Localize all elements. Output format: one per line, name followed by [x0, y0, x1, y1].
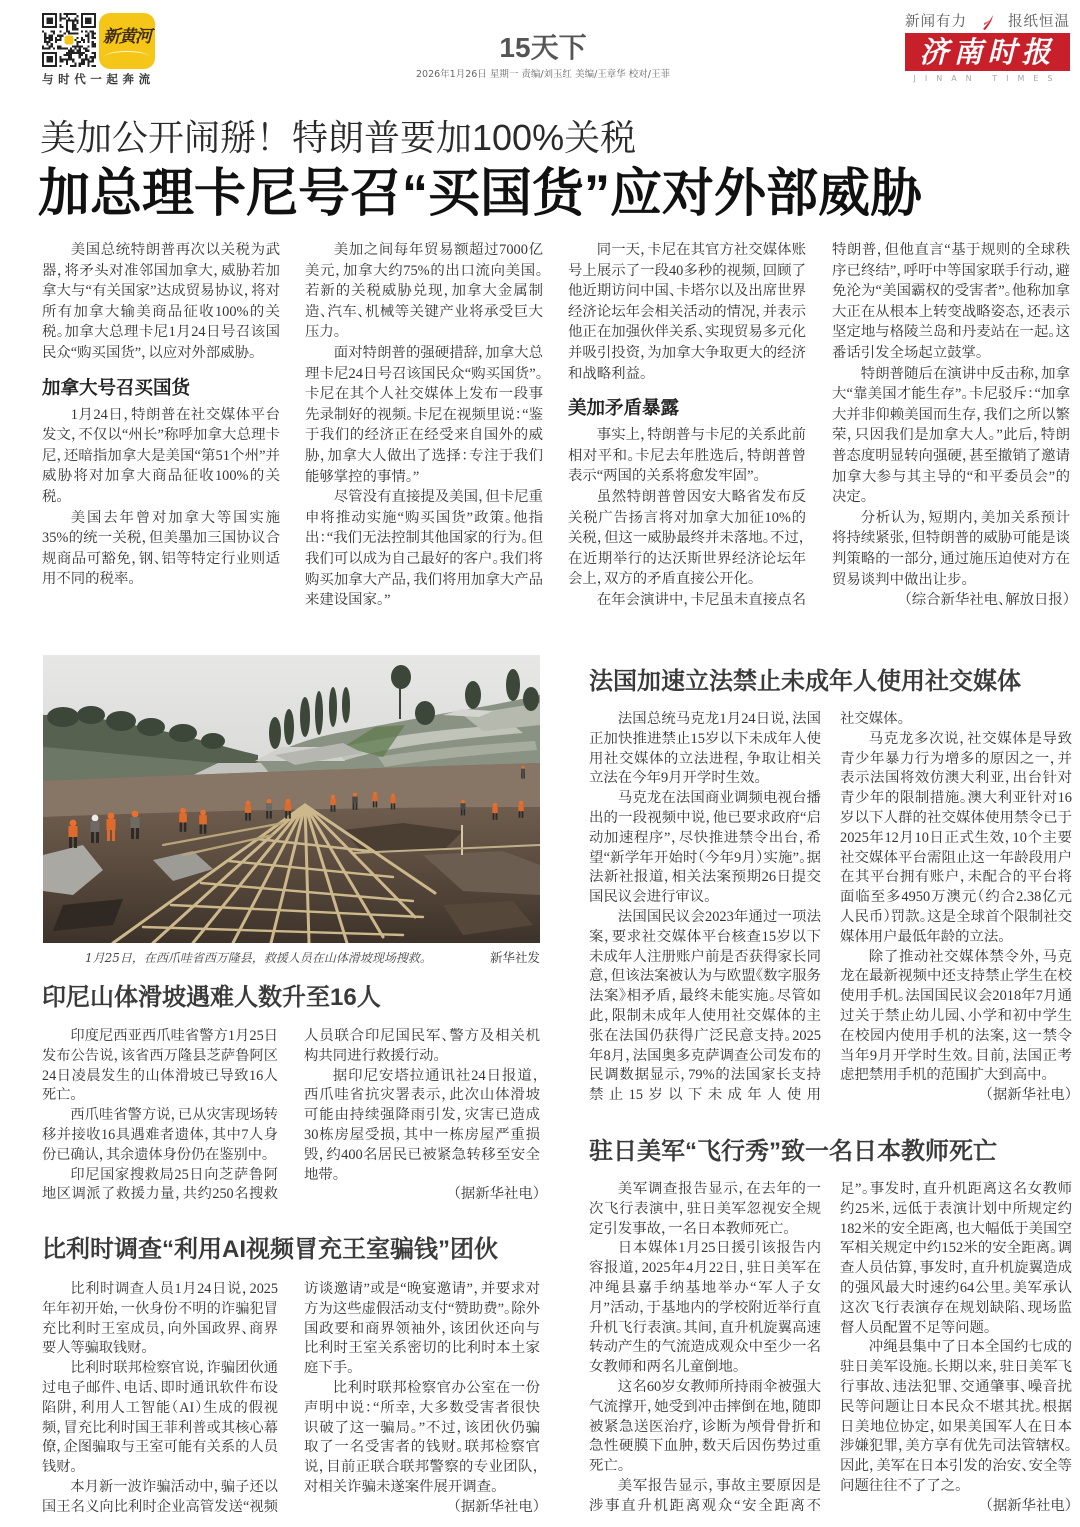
paragraph: 人员联合印尼国民军、警方及相关机构共同进行救援行动。	[304, 1028, 540, 1064]
paragraph: 访谈邀请”或是“晚宴邀请”，并要求对方为这些虚假活动支付“赞助费”。除外国政要和商界领袖外，该团伙还向与比利时王室关系密切的比利时本土家庭下手。	[304, 1281, 540, 1377]
paragraph: 比利时联邦检察官说，诈骗团伙通过电子邮件、电话、即时通讯软件布设陷阱，利用人工智能（AI）生成的假视频，冒充比利时国王菲利普或其核心幕僚，企图骗取与王室可能有关系的人员钱财。	[42, 1360, 278, 1476]
rescue-workers-part-part	[519, 801, 523, 805]
rescue-workers-part-part	[461, 800, 465, 804]
rescue-workers-part-part	[249, 813, 251, 821]
qr-code	[42, 13, 96, 67]
rescue-workers-part-part	[96, 832, 99, 843]
rescue-workers-part-part	[373, 792, 377, 796]
photo-landslide-rescue	[43, 655, 540, 943]
trees-part	[201, 733, 225, 749]
paragraph: 这名60岁女教师所持雨伞被强大气流撑开，她受到冲击摔倒在地，随即被紧急送医治疗，诊断为颅骨骨折和急性硬膜下血肿，数天后因伤势过重死亡。	[589, 1378, 821, 1475]
rescue-workers-part-part	[112, 830, 115, 841]
rescue-workers-part-part	[267, 799, 272, 804]
rescue-workers-part-part	[246, 801, 251, 806]
rescue-workers-part-part	[496, 813, 498, 820]
trees-part	[137, 718, 165, 736]
rescue-workers-part-part	[132, 811, 139, 818]
rescue-workers-part-part	[376, 801, 378, 807]
masthead-logo: 济南时报	[905, 33, 1070, 71]
trees-part	[315, 691, 323, 735]
trees-part	[506, 669, 520, 701]
rescue-workers-part-part	[493, 813, 495, 820]
france-column-1	[589, 710, 821, 1122]
paragraph: 比利时调查人员1月24日说，2025年年初开始，一伙身份不明的诈骗犯冒充比利时王室成员，向外国政界、商界要人等骗取钱财。	[42, 1281, 278, 1357]
rescue-workers-part-part	[91, 832, 94, 843]
source-credit: （据新华社电）	[453, 1498, 540, 1515]
rescue-workers-part-part	[91, 821, 100, 832]
paragraph: 事实上，特朗普与卡尼的关系此前相对平和。卡尼去年胜选后，特朗普曾表示“两国的关系将愈发牢固”。	[568, 427, 806, 485]
app-logo-swoosh	[105, 51, 149, 62]
paragraph: 特朗普，但他直言“基于规则的全球秩序已终结”，呼吁中等国家联手行动，避免沦为“美国霸权的受害者”。他称加拿大正在从根本上转变战略姿态，还表示坚定地与格陵兰岛和丹麦站在一起。这番话引发全场起立鼓掌。	[832, 242, 1070, 361]
rescue-workers-part-part	[285, 803, 291, 811]
paragraph: 1月24日，特朗普在社交媒体平台发文，不仅以“州长”称呼加拿大总理卡尼，还暗指加拿大是美国“第51个州”并威胁将对加拿大商品征收100%的关税。	[42, 406, 280, 505]
photo-caption-row	[43, 949, 540, 967]
rescue-workers-part-part	[270, 811, 272, 819]
rescue-workers-part-part	[180, 822, 183, 831]
trees-part	[169, 724, 197, 742]
rescue-workers-part-part	[521, 769, 525, 774]
paragraph: 日本媒体1月25日援引该报告内容报道，2025年4月22日，驻日美军在冲绳县嘉手纳基地举办“军人子女月”活动，于基地内的学校附近举行直升机飞行表演。其间，直升机旋翼高速转动产生的气流造成观众中至少一名女教师和两名儿童倒地。	[589, 1240, 821, 1376]
rescue-workers-part-part	[353, 793, 357, 797]
rescue-workers-part-part	[92, 815, 99, 822]
photo-caption: 1月25日，在西爪哇省西万隆县，救援人员在山体滑坡现场搜救。	[85, 951, 432, 965]
rescue-workers-part-part	[523, 774, 524, 779]
rescue-workers-part-part	[131, 828, 134, 839]
rescue-workers-part-part	[518, 805, 523, 812]
rescue-workers-part-part	[266, 803, 272, 811]
paragraph: 特朗普随后在演讲中反击称，加拿大“靠美国才能生存”。卡尼驳斥：“加拿大并非仰赖美国而生存，我们之所以繁荣，只因我们是加拿大人。”此后，特朗普态度明显转向强硬，甚至撤销了邀请加拿大参与其主导的“和平委员会”的决定。	[832, 365, 1070, 506]
france-column-2	[840, 710, 1072, 1122]
rescue-workers-part-part	[464, 809, 466, 815]
japan-headline: 驻日美军“飞行秀”致一名日本教师死亡	[589, 1138, 997, 1165]
rescue-workers-part-part	[353, 803, 355, 810]
rescue-workers-part-part	[107, 819, 116, 830]
paragraph: 印尼国家搜救局25日向芝萨鲁阿地区调派了救援力量，共约250名搜救	[42, 1166, 278, 1203]
debris-part	[461, 825, 463, 855]
rescue-workers-part-part	[136, 828, 139, 839]
paragraph: 同一天，卡尼在其官方社交媒体账号上展示了一段40多秒的视频，回顾了他近期访问中国、卡塔尔以及出席世界经济论坛年会相关活动的情况，并表示他正在加强伙伴关系、实现贸易多元化并吸引投资，为加拿大争取更大的经济和战略利益。	[568, 242, 806, 382]
paragraph: 法国国民议会2023年通过一项法案，要求社交媒体平台核查15岁以下未成年人注册账户前是否获得家长同意，但该法案被认为与欧盟《数字服务法案》相矛盾，最终未能实施。尽管如此，限制未成年人使用社交媒体的主张在法国仍获得广泛民意支持。2025年8月，法国奥多克萨调查公司发布的民调数据显示，79%的法国家长支持禁止15岁以下未成年人使用	[589, 908, 821, 1104]
rescue-workers-part-part	[394, 803, 396, 809]
indonesia-column-1	[42, 1027, 278, 1219]
rescue-workers-part-part	[266, 811, 268, 819]
rescue-workers-part-part	[391, 803, 393, 809]
rescue-workers-part-part	[69, 826, 78, 837]
trees-part	[465, 681, 481, 709]
source-credit: （据新华社电）	[985, 1497, 1072, 1514]
trees-part	[77, 706, 105, 724]
rescue-workers-part-part	[391, 794, 395, 798]
lead-column-1	[42, 240, 280, 620]
rescue-workers-part-part	[69, 837, 72, 848]
app-slogan: 与时代一起奔流	[42, 72, 155, 86]
rescue-workers-part-part	[331, 805, 333, 812]
lead-kicker: 美加公开闹掰！特朗普要加100%关税	[40, 117, 637, 158]
belgium-column-2	[304, 1280, 540, 1522]
paragraph: 在年会演讲中，卡尼虽未直接点名	[596, 591, 806, 608]
rescue-workers-part-part	[184, 822, 187, 831]
rescue-workers-part-part	[334, 805, 336, 812]
rescue-workers-part-part	[522, 811, 524, 818]
rescue-workers-part-part	[285, 811, 287, 819]
paragraph: 冲绳县集中了日本全国约七成的驻日美军设施。长期以来，驻日美军飞行事故、违法犯罪、交通肇事、噪音扰民等问题让日本民众不堪其扰。根据日美地位协定，如果美国军人在日本涉嫌犯罪，美方享有优先司法管辖权。因此，美军在日本引发的治安、安全等问题往往不了了之。	[840, 1339, 1072, 1494]
trees-part	[523, 687, 539, 711]
paragraph: 美国去年曾对加拿大等国实施35%的统一关税，但美墨加三国协议合规商品可豁免，钢、铝等特定行业则适用不同的税率。	[42, 509, 280, 588]
rescue-workers-part-part	[180, 808, 186, 814]
rescue-workers-part-part	[521, 774, 522, 779]
rescue-workers-part-part	[493, 803, 497, 807]
trees-part	[284, 709, 294, 745]
lead-headline: 加总理卡尼号召“买国货”应对外部威胁	[38, 165, 923, 223]
lead-column-4	[832, 240, 1070, 620]
bird-icon-part	[983, 15, 993, 30]
page-section-title: 15天下	[499, 32, 587, 63]
rescue-workers-part-part	[200, 810, 206, 816]
rescue-workers-part-part	[331, 795, 335, 799]
rescue-workers-part-part	[199, 815, 207, 824]
source-credit: （据新华社电）	[453, 1186, 540, 1203]
lead-column-2	[305, 240, 543, 620]
source-credit: （据新华社电）	[985, 1087, 1072, 1104]
rescue-workers-part-part	[492, 807, 497, 814]
rescue-workers-part-part	[245, 813, 247, 821]
rescue-workers-part-part	[461, 809, 463, 815]
rescue-workers-part-part	[352, 797, 357, 804]
paragraph: 分析认为，短期内，美加关系预计将持续紧张，但特朗普的威胁可能是谈判策略的一部分，通过施压迫使对方在贸易谈判中做出让步。	[832, 509, 1070, 588]
rescue-workers-part-part	[179, 813, 187, 822]
trees-part	[300, 697, 310, 737]
page-meta-line: 2026年1月26日 星期一 责编/刘玉红 美编/王章华 校对/王菲	[416, 69, 670, 80]
paragraph: 西爪哇省警方说，已从灾害现场转移并接收16具遇难者遗体，其中7人身份已确认，其余遗体身份仍在鉴别中。	[42, 1107, 278, 1163]
paragraph: 印度尼西亚西爪哇省警方1月25日发布公告说，该省西万隆县芝萨鲁阿区24日凌晨发生的山体滑坡已导致16人死亡。	[42, 1028, 278, 1104]
paragraph: 美国总统特朗普再次以关税为武器，将矛头对准邻国加拿大，威胁若加拿大与“有关国家”达成贸易协议，将对所有加拿大输美商品征收100%的关税。加拿大总理卡尼1月24日号召该国民众“购买国货”，以应对外部威胁。	[42, 242, 280, 361]
paragraph: 法国总统马克龙1月24日说，法国正加快推进禁止15岁以下未成年人使用社交媒体的立法进程，争取让相关立法在今年9月开学时生效。	[589, 711, 821, 787]
subhead: 美加矛盾暴露	[568, 397, 680, 419]
masthead-tagline-2: 报纸恒温	[1008, 14, 1070, 30]
belgium-column-1	[42, 1280, 278, 1522]
paragraph: 本月新一波诈骗活动中，骗子还以国王名义向比利时企业高管发送“视频	[42, 1478, 278, 1515]
masthead-tagline-1: 新闻有力	[905, 14, 967, 30]
paragraph: 足”。事发时，直升机距离这名女教师约25米，远低于表演计划中所规定约182米的安全距离，也大幅低于美国空军相关规定中约152米的安全距离。调查人员估算，事发时，直升机旋翼造成的强风最大时速约64公里。美军承认这次飞行表演存在规划缺陷、现场监督人员配置不足等问题。	[840, 1181, 1072, 1336]
qr-center-logo	[65, 36, 74, 45]
masthead-tagline	[905, 12, 1070, 32]
trees-part	[342, 687, 350, 723]
trees-part	[399, 685, 401, 719]
rescue-workers-part-part	[74, 837, 77, 848]
rescue-workers-part-part	[356, 803, 358, 810]
app-logo	[99, 13, 155, 69]
paragraph: 面对特朗普的强硬措辞，加拿大总理卡尼24日号召该国民众“购买国货”。卡尼在其个人社交媒体上发布一段事先录制好的视频。卡尼在视频里说：“鉴于我们的经济正在经受来自国外的威胁，加拿大人做出了选择：专注于我们能够掌控的事情。”	[305, 344, 543, 485]
rescue-workers-part-part	[245, 805, 251, 813]
source-credit: （综合新华社电、解放日报）	[904, 592, 1070, 609]
rescue-workers-part-part	[108, 813, 115, 820]
belgium-headline: 比利时调查“利用AI视频冒充王室骗钱”团伙	[42, 1236, 498, 1263]
rescue-workers-part-part	[107, 830, 110, 841]
indonesia-column-2	[304, 1027, 540, 1219]
paragraph: 除了推动社交媒体禁令外，马克龙在最新视频中还支持禁止学生在校使用手机。法国国民议会2018年7月通过关于禁止幼儿园、小学和初中学生在校园内使用手机的法案，这一禁令当年9月开学时生效。目前，法国正考虑把禁用手机的范围扩大到高中。	[840, 948, 1072, 1084]
paragraph: 美军调查报告显示，在去年的一次飞行表演中，驻日美军忽视安全规定引发事故，一名日本教师死亡。	[589, 1181, 821, 1237]
rescue-workers-part-part	[519, 811, 521, 818]
rescue-workers-part-part	[286, 799, 291, 804]
paragraph: 美加之间每年贸易额超过7000亿美元，加拿大约75%的出口流向美国。若新的关税威胁兑现，加拿大金属制造、汽车、机械等关键产业将承受巨大压力。	[305, 242, 543, 341]
rescue-workers-part-part	[70, 820, 77, 827]
rescue-workers-part-part	[200, 824, 203, 833]
masthead-english-name: JINAN TIMES	[913, 74, 1062, 83]
rescue-workers-part-part	[330, 799, 335, 806]
paragraph: 马克龙多次说，社交媒体是导致青少年暴力行为增多的原因之一，并表示法国将效仿澳大利亚，出台针对青少年的限制措施。澳大利亚针对16岁以下人群的社交媒体使用禁令已于2025年12月10日正式生效，10个主要社交媒体平台需阻止这一年龄段用户在其平台拥有账户，未配合的平台将面临至多4950万澳元（约合2.38亿元人民币）罚款。这是全球首个限制社交媒体用户最低年龄的立法。	[840, 730, 1072, 945]
photo-credit: 新华社发	[489, 950, 540, 965]
paragraph: 美军报告显示，事故主要原因是涉事直升机距离观众“安全距离不	[589, 1477, 821, 1514]
trees-part	[47, 707, 79, 727]
paragraph: 马克龙在法国商业调频电视台播出的一段视频中说，他已要求政府“启动加速程序”，尽快推进禁令出台，希望“新学年开始时（今年9月）实施”。据法新社报道，相关法案预期26日提交国民议会进行审议。	[589, 790, 821, 906]
trees-part	[415, 701, 435, 725]
trees-part	[269, 717, 281, 749]
france-headline: 法国加速立法禁止未成年人使用社交媒体	[589, 668, 1021, 695]
rescue-workers-part-part	[391, 797, 396, 803]
paragraph: 比利时联邦检察官办公室在一份声明中说：“所幸，大多数受害者很快识破了这一骗局。”不过，该团伙仍骗取了一名受害者的钱财。联邦检察官说，目前正联合联邦警察的专业团队，对相关诈骗未遂案件展开调查。	[304, 1379, 540, 1495]
trees-part	[329, 687, 337, 727]
japan-column-2	[840, 1180, 1072, 1522]
rescue-workers-part-part	[461, 803, 466, 809]
rescue-workers-part-part	[373, 795, 378, 801]
rescue-workers-part-part	[289, 811, 291, 819]
japan-column-1	[589, 1180, 821, 1522]
rescue-workers-part-part	[131, 817, 140, 828]
trees-part	[106, 711, 136, 731]
paragraph: 据印尼安塔拉通讯社24日报道，西爪哇省抗灾署表示，此次山体滑坡可能由持续强降雨引发，灾害已造成30栋房屋受损，其中一栋房屋严重损毁，约400名居民已被紧急转移至安全地带。	[304, 1067, 540, 1183]
subhead: 加拿大号召买国货	[42, 376, 191, 398]
paragraph: 社交媒体。	[840, 711, 905, 727]
rescue-workers-part-part	[204, 824, 207, 833]
paragraph: 尽管没有直接提及美国，但卡尼重申将推动实施“购买国货”政策。他指出：“我们无法控制其他国家的行为。但我们可以成为自己最好的客户。我们将购买加拿大产品，我们将用加拿大产品来建设国家。”	[305, 489, 543, 609]
bird-icon	[981, 13, 995, 31]
rescue-workers-part-part	[521, 766, 524, 769]
indonesia-headline: 印尼山体滑坡遇难人数升至16人	[42, 984, 381, 1011]
paragraph: 虽然特朗普曾因安大略省发布反关税广告扬言将对加拿大加征10%的关税，但这一威胁最终并未落地。不过，在近期举行的达沃斯世界经济论坛年会上，双方的矛盾直接公开化。	[568, 488, 806, 588]
rescue-workers-part-part	[373, 801, 375, 807]
lead-column-3	[568, 240, 806, 620]
app-logo-text: 新黄河	[103, 27, 151, 47]
